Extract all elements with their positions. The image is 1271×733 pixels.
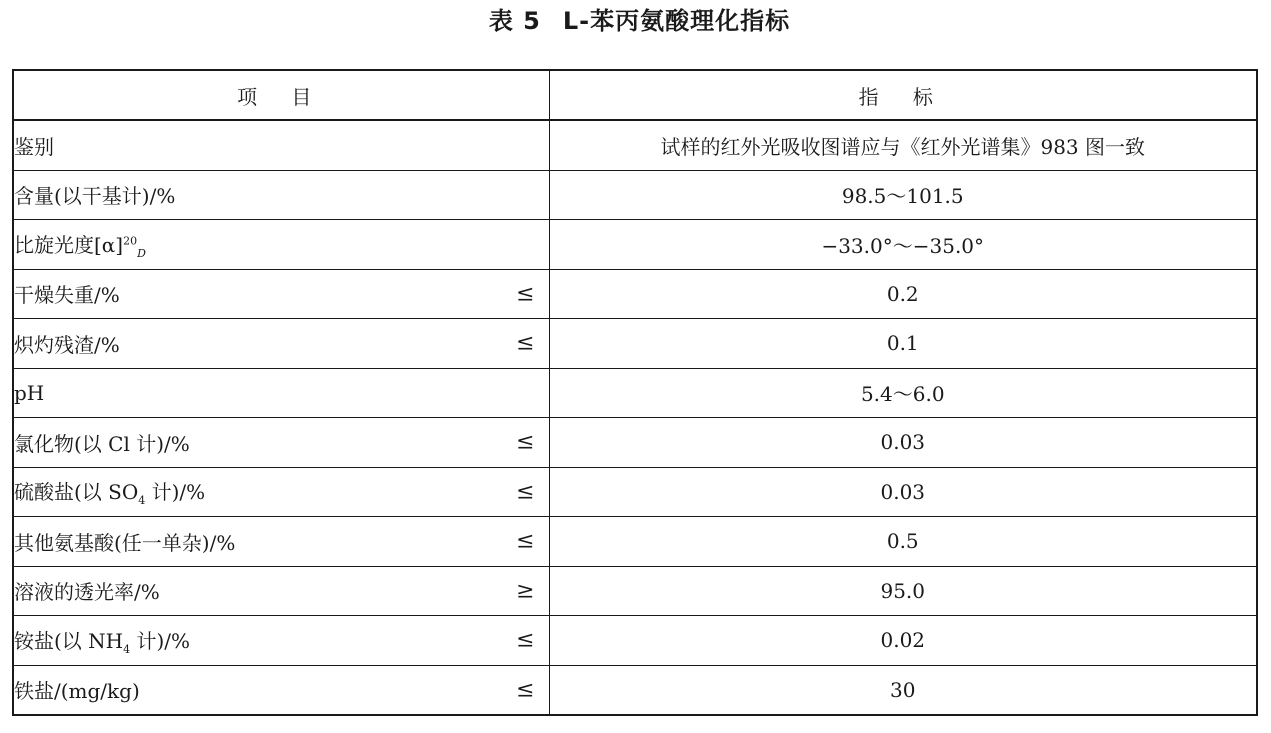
item-label: pH [14, 380, 45, 405]
row-item [13, 220, 549, 270]
row-value: 0.2 [549, 269, 1257, 319]
row-value: 试样的红外光吸收图谱应与《红外光谱集》983 图一致 [549, 120, 1257, 170]
item-subscript: 4 [138, 494, 146, 508]
row-value: 0.5 [549, 517, 1257, 567]
row-value: −33.0°～−35.0° [549, 220, 1257, 270]
row-item [13, 120, 549, 170]
table-row [13, 566, 1257, 616]
row-value: 30 [549, 665, 1257, 715]
item-label: 硫酸盐(以 SO [14, 480, 139, 505]
row-value: 5.4～6.0 [549, 368, 1257, 418]
row-item [13, 665, 549, 715]
comparison-sign: ≤ [516, 677, 535, 703]
table-row [13, 418, 1257, 468]
table-number: 表 5 [488, 7, 541, 35]
row-item [13, 319, 549, 369]
item-subscript: 4 [123, 642, 131, 656]
item-label: 铁盐/(mg/kg) [14, 679, 140, 704]
row-item [13, 566, 549, 616]
item-superscript: 20 [123, 234, 138, 248]
row-value: 98.5～101.5 [549, 170, 1257, 220]
row-value: 0.03 [549, 418, 1257, 468]
table-row [13, 319, 1257, 369]
row-value: 0.03 [549, 467, 1257, 517]
header-value: 指 标 [549, 70, 1257, 120]
row-item [13, 467, 549, 517]
item-label-suffix: 计)/% [145, 480, 206, 505]
item-subscript: D [137, 246, 146, 260]
table-row [13, 467, 1257, 517]
header-item: 项 目 [13, 70, 549, 120]
row-item [13, 269, 549, 319]
comparison-sign: ≤ [516, 528, 535, 554]
item-label: 铵盐(以 NH [14, 628, 124, 653]
item-label: 炽灼残渣/% [14, 332, 120, 357]
table-row [13, 269, 1257, 319]
comparison-sign: ≤ [516, 281, 535, 307]
comparison-sign: ≤ [516, 330, 535, 356]
item-label: 鉴别 [14, 134, 54, 159]
comparison-sign: ≤ [516, 479, 535, 505]
table-title: L-苯丙氨酸理化指标 [562, 7, 791, 35]
table-row [13, 220, 1257, 270]
item-label: 干燥失重/% [14, 283, 120, 308]
row-value: 0.02 [549, 616, 1257, 666]
item-label: 氯化物(以 Cl 计)/% [14, 431, 190, 456]
item-label-suffix: 计)/% [130, 628, 191, 653]
item-label: 溶液的透光率/% [14, 580, 160, 605]
table-row [13, 120, 1257, 170]
item-label: 其他氨基酸(任一单杂)/% [14, 530, 236, 555]
row-value: 95.0 [549, 566, 1257, 616]
row-value: 0.1 [549, 319, 1257, 369]
table-row [13, 170, 1257, 220]
row-item [13, 517, 549, 567]
header-row [13, 70, 1257, 120]
comparison-sign: ≤ [516, 627, 535, 653]
comparison-sign: ≤ [516, 429, 535, 455]
table-row [13, 616, 1257, 666]
table-caption [0, 4, 1271, 38]
comparison-sign: ≥ [516, 578, 535, 604]
table-row [13, 517, 1257, 567]
table-row [13, 665, 1257, 715]
row-item [13, 368, 549, 418]
table-row [13, 368, 1257, 418]
row-item [13, 418, 549, 468]
item-label: 含量(以干基计)/% [14, 184, 176, 209]
row-item [13, 616, 549, 666]
spec-table [12, 69, 1258, 716]
item-label: 比旋光度[α] [14, 232, 124, 257]
row-item [13, 170, 549, 220]
